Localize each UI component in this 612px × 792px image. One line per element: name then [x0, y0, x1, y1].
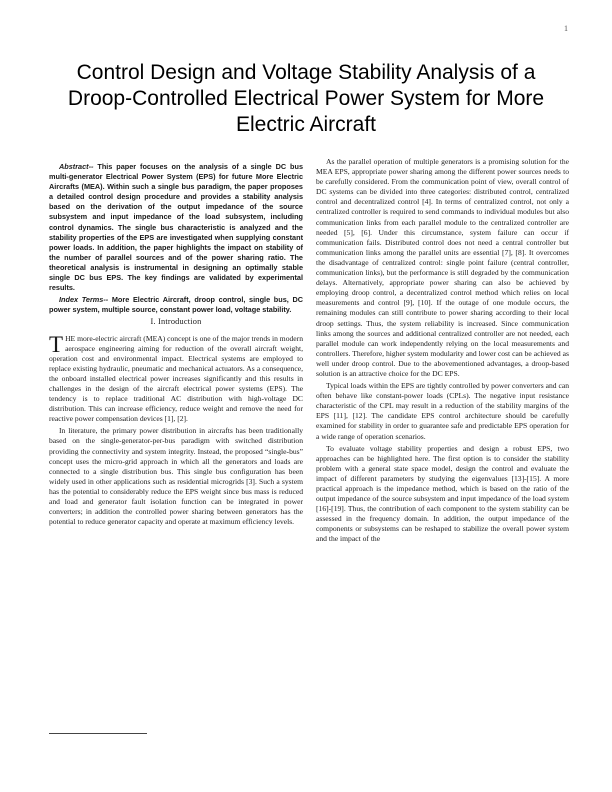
intro-paragraph-1-text: HE more-electric aircraft (MEA) concept is one of the major trends in modern aerospace engineering aiming for reduction of the overall aircraft weight, operation cost and environmental impact. Electrical systems are employed to replace existing hydraulic, pneumatic and mechanical actuators. As a consequence, the onboard installed electrical power increases significantly and this results in challenges in the design of the aircraft electrical power systems (EPS). The tendency is to replace traditional AC distribution with high-voltage DC distribution. This can increase efficiency, reduce weight and remove the need for reactive power compensation devices [1], [2]. — [49, 333, 303, 424]
index-terms-text: More Electric Aircraft, droop control, single bus, DC power system, multiple source, constant power load, voltage stability. — [49, 295, 303, 315]
drop-cap: T — [49, 331, 64, 357]
left-column — [49, 162, 303, 529]
section-heading-introduction: I. Introduction — [150, 317, 202, 327]
intro-paragraph-5: To evaluate voltage stability properties and design a robust EPS, two approaches can be highlighted here. The first option is to consider the stability problem with a general state space model, design the control and evaluate the impact of different parameters by studying the eigenvalues [13]-[15]. A more practical approach is the impedance method, which is based on the ratio of the output impedance of the source subsystem and input impedance of the load system [16]-[19]. Thus, the contribution of each component to the system stability can be assessed in the frequency domain. In addition, the output impedance of the components or subsystems can be reshaped to stabilize the overall power system and the impact of the — [316, 443, 569, 544]
right-column — [316, 157, 569, 547]
index-terms-label: Index Terms-- — [59, 295, 109, 305]
intro-paragraph-3: As the parallel operation of multiple generators is a promising solution for the MEA EPS, appropriate power sharing among the different power sources needs to be carefully considered. From the communication point of view, overall control of DC systems can be divided into three categories: distributed control, centralized control and decentralized control [4]. In terms of centralized control, not only a centralized controller is required to send commands to individual modules but also communication links from each parallel module to the centralized controller are needed [5], [6]. Under this circumstance, system failure can occur if communication fails. Distributed control does not need a central controller but communication links among the parallel units are essential [7], [8]. It overcomes the disadvantage of centralized control: single point failure (central controller, communication links), but the performance is still degraded by the communication delays. Alternatively, appropriate power sharing can also be achieved by employing droop control, a decentralized control method which relies on local measurements and control [9], [10]. If the outage of one module occurs, the remaining modules can still contribute to power sharing according to their local droop settings. Thus, the system reliability is increased. Since communication links among the sources and additional centralized controller are not needed, each parallel module can work independently relying on the local measurements and controllers. Therefore, higher system modularity and lower cost can be achieved as well under droop control. Due to the abovementioned advantages, a droop-based solution is an attractive choice for the DC EPS. — [316, 157, 569, 378]
paper-title: Control Design and Voltage Stability Analysis of a Droop-Controlled Electrical Power System for More Electric Aircraft — [67, 61, 545, 136]
index-terms — [49, 295, 303, 315]
abstract-text: This paper focuses on the analysis of a single DC bus multi-generator Electrical Power System (EPS) for future More Electric Aircrafts (MEA). Within such a single bus paradigm, the paper proposes a detailed control design procedure and provides a stability analysis based on the derivation of the output impedance of the source subsystem and input impedance of the load subsystem, including control dynamics. The single bus characteristic is analyzed and the stability properties of the EPS are investigated when supplying constant power loads. In addition, the paper highlights the impact on stability of the number of parallel sources and of the power sharing ratio. The theoretical analysis is instrumental in designing an optimally stable single DC bus EPS. The key findings are validated by experimental results. — [49, 162, 303, 293]
footnote-rule — [49, 733, 147, 734]
abstract-label: Abstract-- — [59, 162, 94, 171]
page-number: 1 — [564, 24, 568, 33]
intro-paragraph-1 — [49, 331, 303, 425]
intro-paragraph-2: In literature, the primary power distribution in aircrafts has been traditionally based on the single-generator-per-bus paradigm with switched distribution providing the connectivity and system integrity. Instead, the proposed “single-bus” concept uses the micro-grid approach in which all the generators and loads are connected to a single distribution bus. This single bus configuration has been widely used in other applications such as residential microgrids [3]. Such a system has the potential to considerably reduce the EPS weight since bus mass is reduced and load and generator fault isolation function can be integrated in power converters; in addition the controlled power sharing between generators has the potential to reduce generator capacity and operate at maximum efficiency levels. — [49, 426, 303, 527]
abstract — [49, 162, 303, 293]
intro-paragraph-4: Typical loads within the EPS are tightly controlled by power converters and can often behave like constant-power loads (CPLs). The negative input resistance characteristic of the CPL may result in a reduction of the stability margins of the EPS [11], [12]. The candidate EPS control architecture should be carefully examined for stability in order to guarantee safe and predictable EPS operation for a wide range of operation scenarios. — [316, 381, 569, 441]
